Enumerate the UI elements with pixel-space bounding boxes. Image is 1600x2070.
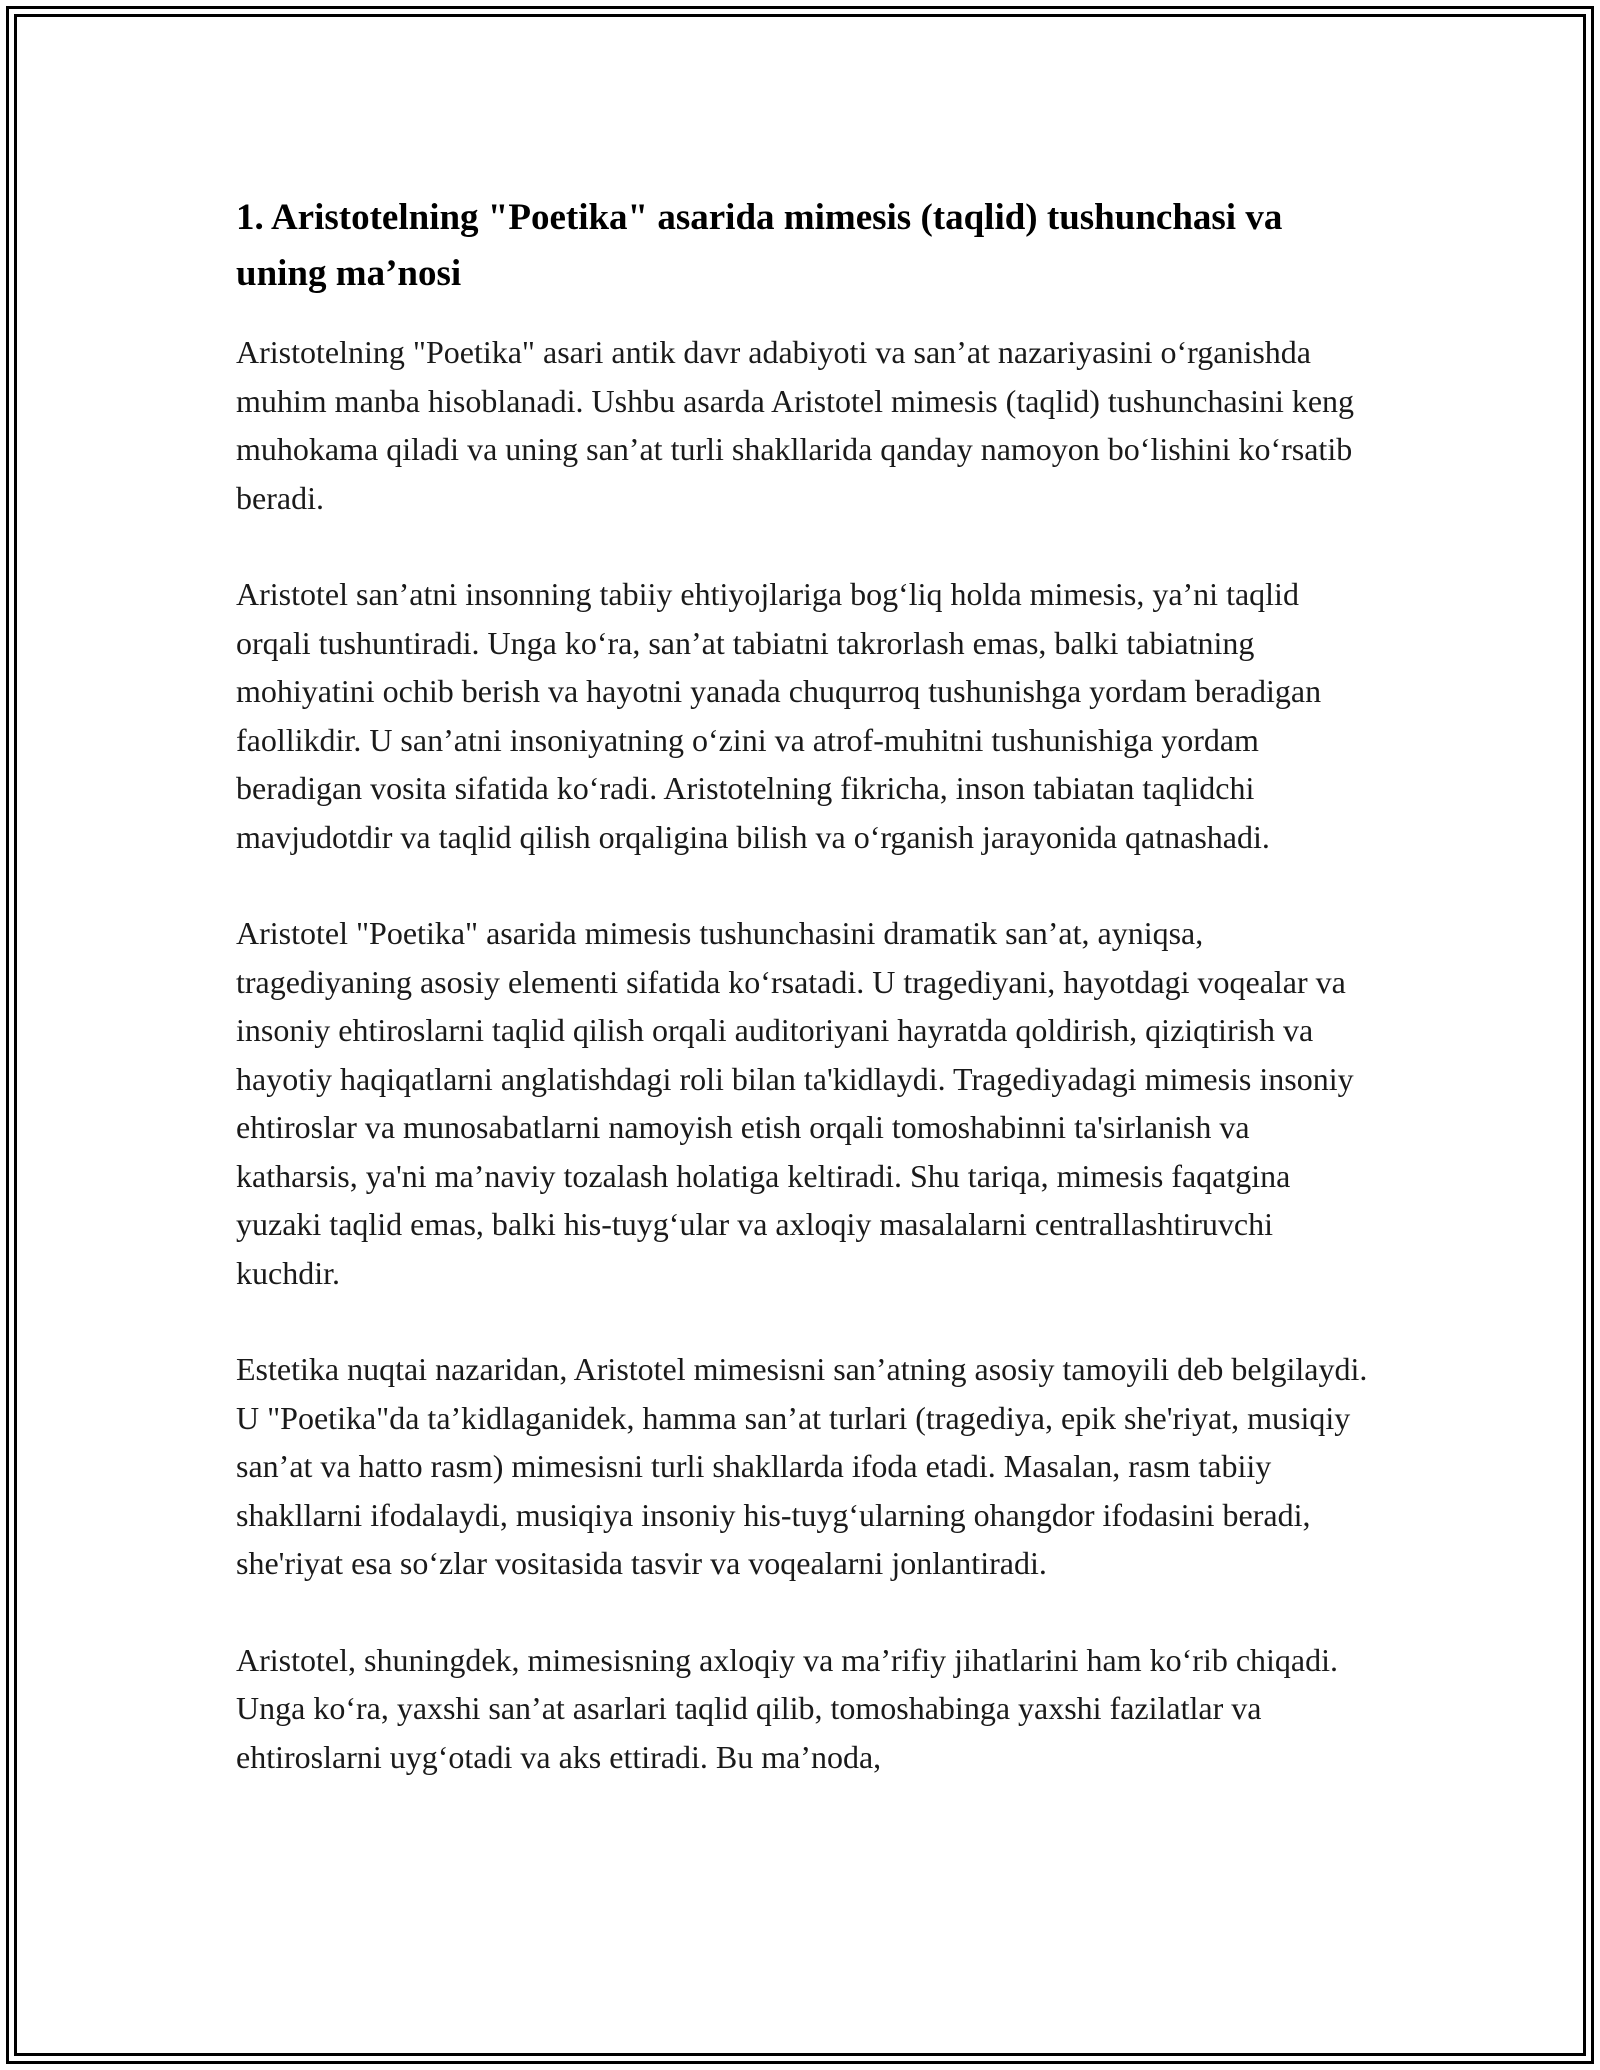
paragraph-4: Estetika nuqtai nazaridan, Aristotel mimesisni san’atning asosiy tamoyili deb belgilaydi. U "Poetika"da ta’kidlaganidek, hamma san’at turlari (tragediya, epik she'riyat, musiqiy san’at va hatto rasm) mimesisni turli shakllarda ifoda etadi. Masalan, rasm tabiiy shakllarni ifodalaydi, musiqiya insoniy his-tuyg‘ularning ohangdor ifodasini beradi, she'riyat esa so‘zlar vositasida tasvir va voqealarni jonlantiradi. bbox=[236, 1351, 1368, 1581]
paragraph-2: Aristotel san’atni insonning tabiiy ehtiyojlariga bog‘liq holda mimesis, ya’ni taqlid orqali tushuntiradi. Unga ko‘ra, san’at tabiatni takrorlash emas, balki tabiatning mohiyatini ochib berish va hayotni yanada chuqurroq tushunishga yordam beradigan faollikdir. U san’atni insoniyatning o‘zini va atrof-muhitni tushunishiga yordam beradigan vosita sifatida ko‘radi. Aristotelning fikricha, inson tabiatan taqlidchi mavjudotdir va taqlid qilish orqaligina bilish va o‘rganish jarayonida qatnashadi. bbox=[236, 576, 1322, 855]
paragraph-1: Aristotelning "Poetika" asari antik davr adabiyoti va san’at nazariyasini o‘rganishda muhim manba hisoblanadi. Ushbu asarda Aristotel mimesis (taqlid) tushunchasini keng muhokama qiladi va uning san’at turli shakllarida qanday namoyon bo‘lishini ko‘rsatib beradi. bbox=[236, 334, 1355, 516]
paragraph-3: Aristotel "Poetika" asarida mimesis tushunchasini dramatik san’at, ayniqsa, tragediyaning asosiy elementi sifatida ko‘rsatadi. U tragediyani, hayotdagi voqealar va insoniy ehtiroslarni taqlid qilish orqali auditoriyani hayratda qoldirish, qiziqtirish va hayotiy haqiqatlarni anglatishdagi roli bilan ta'kidlaydi. Tragediyadagi mimesis insoniy ehtiroslar va munosabatlarni namoyish etish orqali tomoshabinni ta'sirlanish va katharsis, ya'ni ma’naviy tozalash holatiga keltiradi. Shu tariqa, mimesis faqatgina yuzaki taqlid emas, balki his-tuyg‘ular va axloqiy masalalarni centrallashtiruvchi kuchdir. bbox=[236, 915, 1354, 1291]
paragraph-5: Aristotel, shuningdek, mimesisning axloqiy va ma’rifiy jihatlarini ham ko‘rib chiqadi. Unga ko‘ra, yaxshi san’at asarlari taqlid qilib, tomoshabinga yaxshi fazilatlar va ehtiroslarni uyg‘otadi va aks ettiradi. Bu ma’noda, bbox=[236, 1641, 1339, 1775]
document-body bbox=[236, 190, 1376, 1829]
section-heading: 1. Aristotelning "Poetika" asarida mimesis (taqlid) tushunchasi va uning ma’nosi bbox=[236, 197, 1283, 294]
